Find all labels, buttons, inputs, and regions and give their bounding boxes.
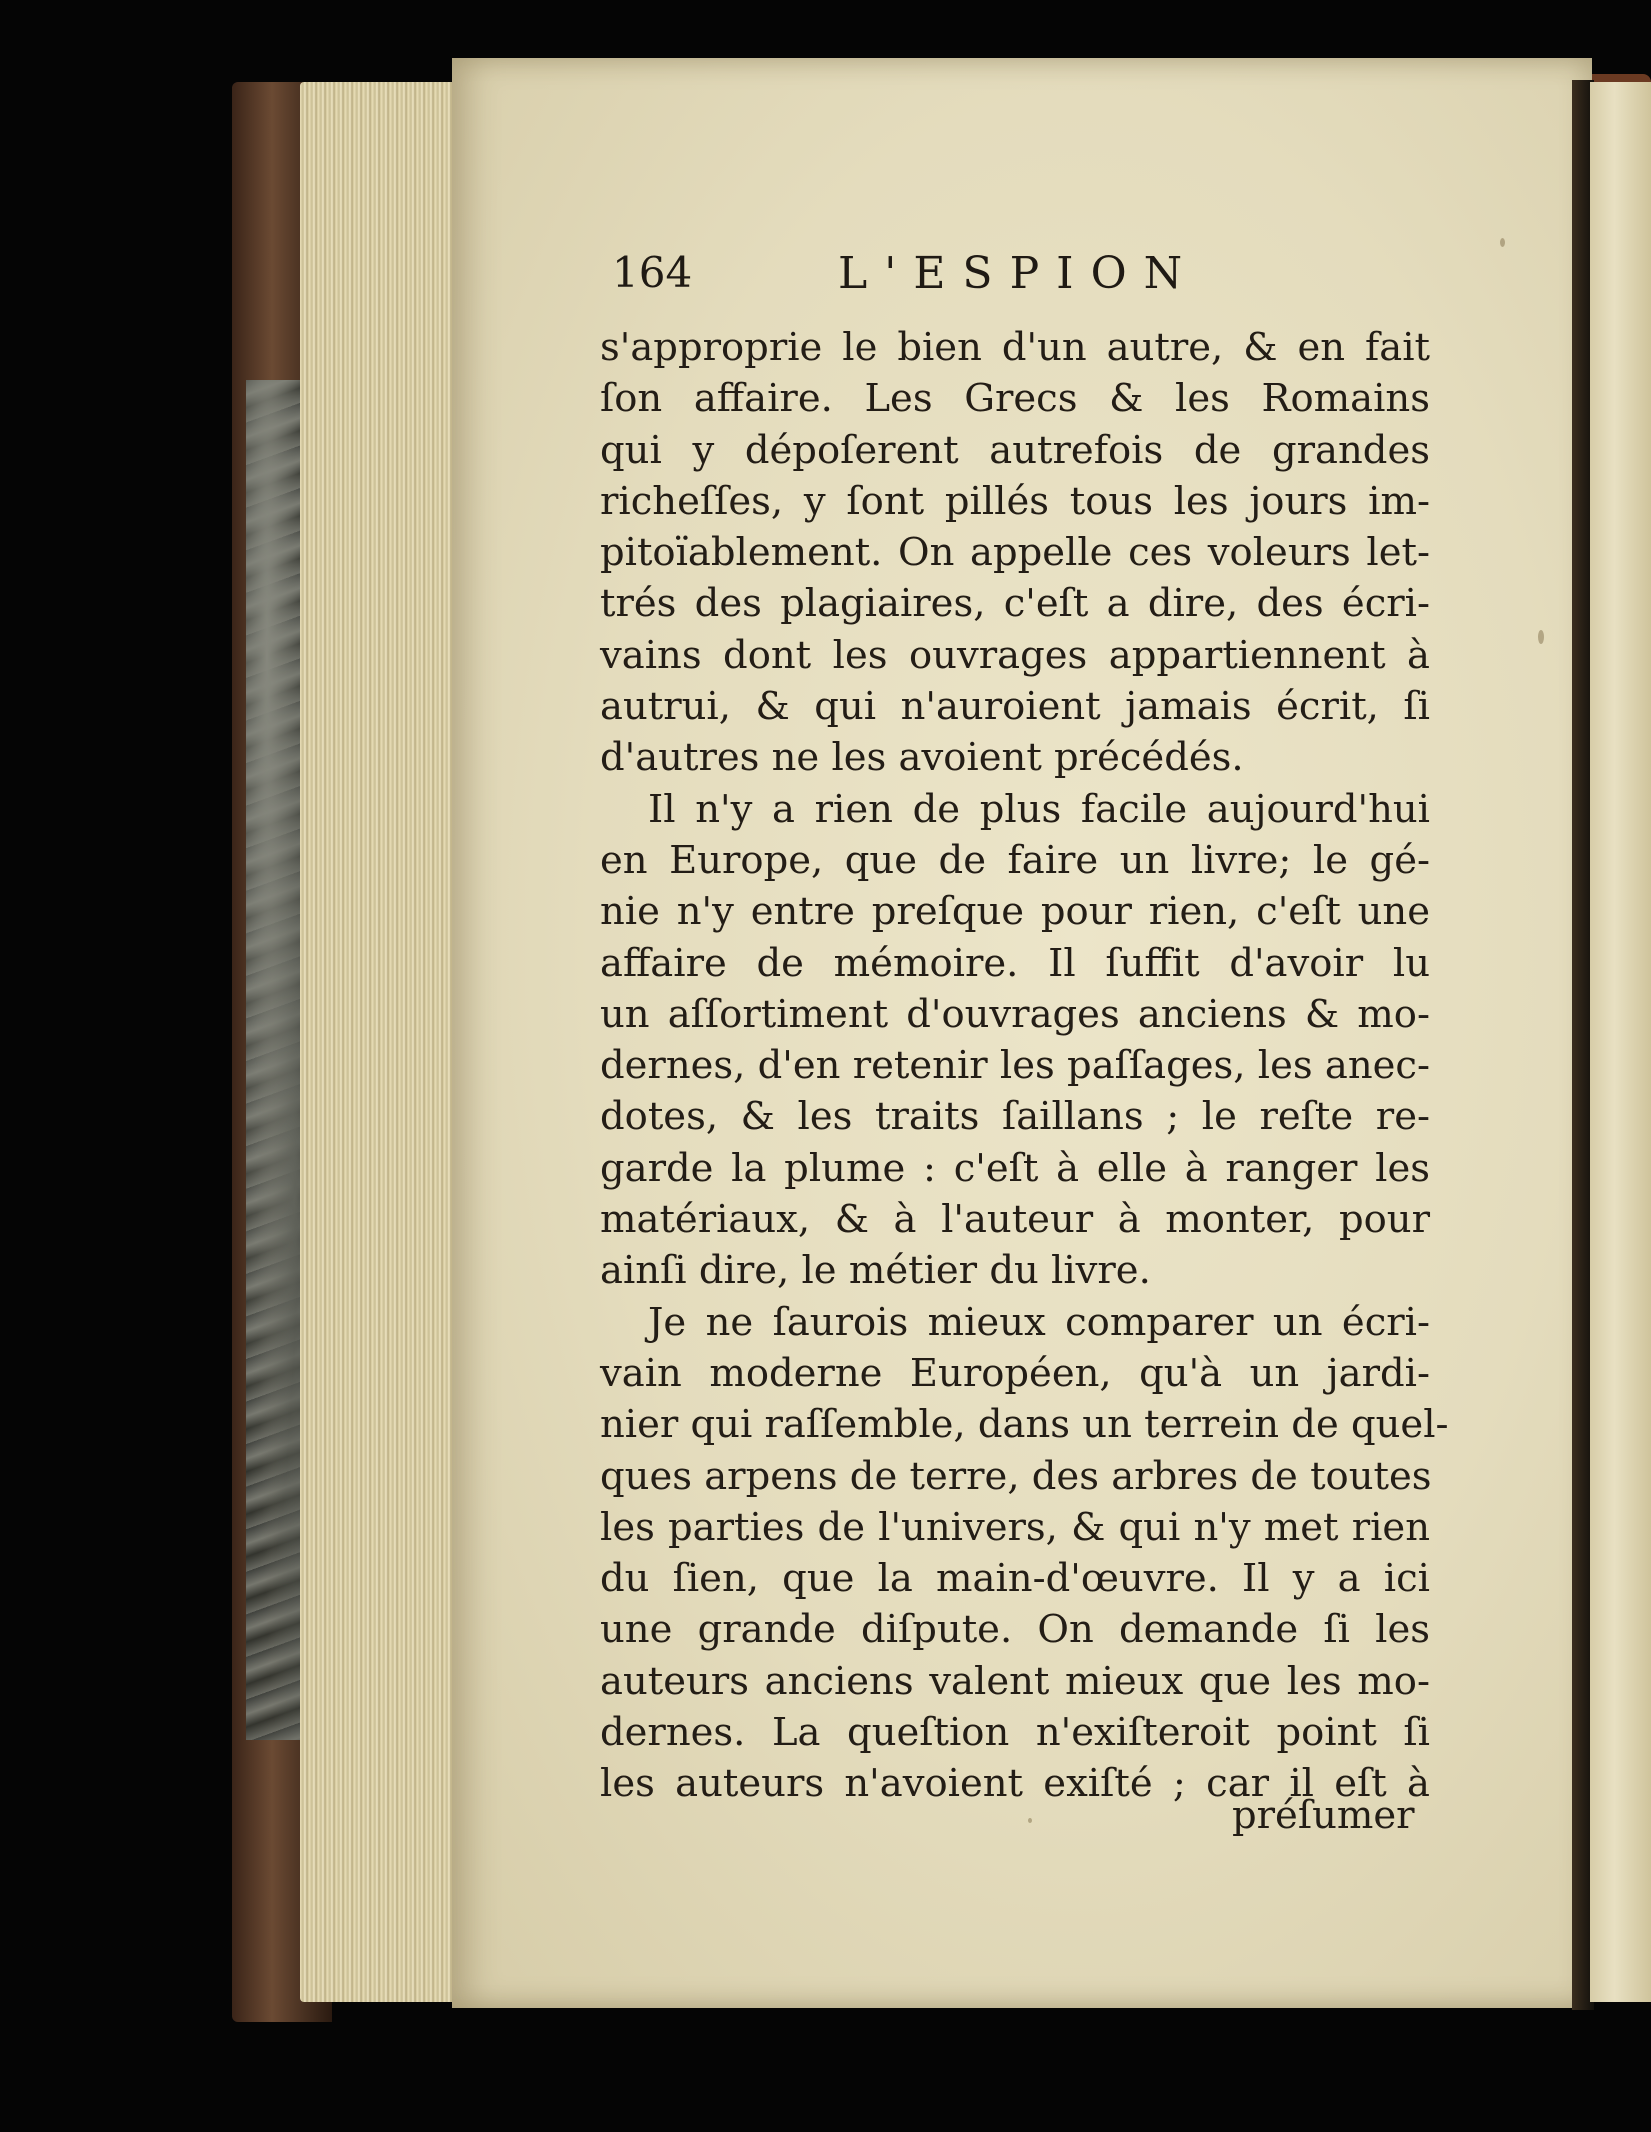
text-line: Je ne ſaurois mieux comparer un écri-: [648, 1299, 1430, 1345]
page-number: 164: [612, 248, 693, 297]
text-line: affaire de mémoire. Il ſuffit d'avoir lu: [600, 940, 1430, 986]
text-line: dernes, d'en retenir les paſſages, les anec-: [600, 1043, 1430, 1089]
text-line: en Europe, que de faire un livre; le gé-: [600, 837, 1430, 883]
text-line: garde la plume : c'eſt à elle à ranger les: [600, 1145, 1430, 1191]
text-line: les auteurs n'avoient exiſté ; car il eſt à: [600, 1761, 1430, 1807]
running-title: L'ESPION: [838, 248, 1200, 299]
text-line: nier qui raſſemble, dans un terrein de quel-: [600, 1402, 1449, 1448]
text-line: ques arpens de terre, des arbres de toutes: [600, 1453, 1432, 1499]
text-line: Il n'y a rien de plus facile aujourd'hui: [648, 786, 1430, 832]
text-line: ainſi dire, le métier du livre.: [600, 1248, 1151, 1294]
paper-speck: [1538, 630, 1544, 644]
text-line: qui y dépoſerent autrefois de grandes: [600, 427, 1430, 473]
page-edges: [300, 82, 460, 2002]
text-line: vain moderne Européen, qu'à un jardi-: [600, 1350, 1430, 1396]
text-line: ſon affaire. Les Grecs & les Romains: [600, 376, 1430, 422]
text-line: autrui, & qui n'auroient jamais écrit, ſi: [600, 684, 1430, 730]
text-line: un aſſortiment d'ouvrages anciens & mo-: [600, 991, 1430, 1037]
text-line: d'autres ne les avoient précédés.: [600, 735, 1244, 781]
text-line: vains dont les ouvrages appartiennent à: [600, 632, 1430, 678]
text-line: richeſſes, y ſont pillés tous les jours im-: [600, 478, 1430, 524]
text-line: trés des plagiaires, c'eſt a dire, des écri-: [600, 581, 1430, 627]
body-text: [600, 322, 1449, 1810]
text-line: du ſien, que la main-d'œuvre. Il y a ici: [600, 1556, 1430, 1602]
text-line: pitoïablement. On appelle ces voleurs let-: [600, 530, 1430, 576]
text-line: une grande diſpute. On demande ſi les: [600, 1607, 1430, 1653]
paper-speck: [1028, 1818, 1032, 1823]
catchword: préſumer: [1232, 1793, 1415, 1838]
facing-page-edge: [1590, 82, 1651, 2002]
text-line: s'approprie le bien d'un autre, & en fait: [600, 325, 1430, 370]
text-line: nie n'y entre preſque pour rien, c'eſt une: [600, 889, 1430, 935]
text-line: matériaux, & à l'auteur à monter, pour: [600, 1197, 1430, 1243]
text-line: dernes. La queſtion n'exiſteroit point ſi: [600, 1710, 1430, 1756]
page-header: [0, 248, 1651, 308]
text-line: dotes, & les traits ſaillans ; le reſte re-: [600, 1094, 1430, 1140]
paper-speck: [1500, 238, 1505, 247]
text-line: les parties de l'univers, & qui n'y met rien: [600, 1504, 1430, 1550]
text-line: auteurs anciens valent mieux que les mo-: [600, 1658, 1430, 1704]
